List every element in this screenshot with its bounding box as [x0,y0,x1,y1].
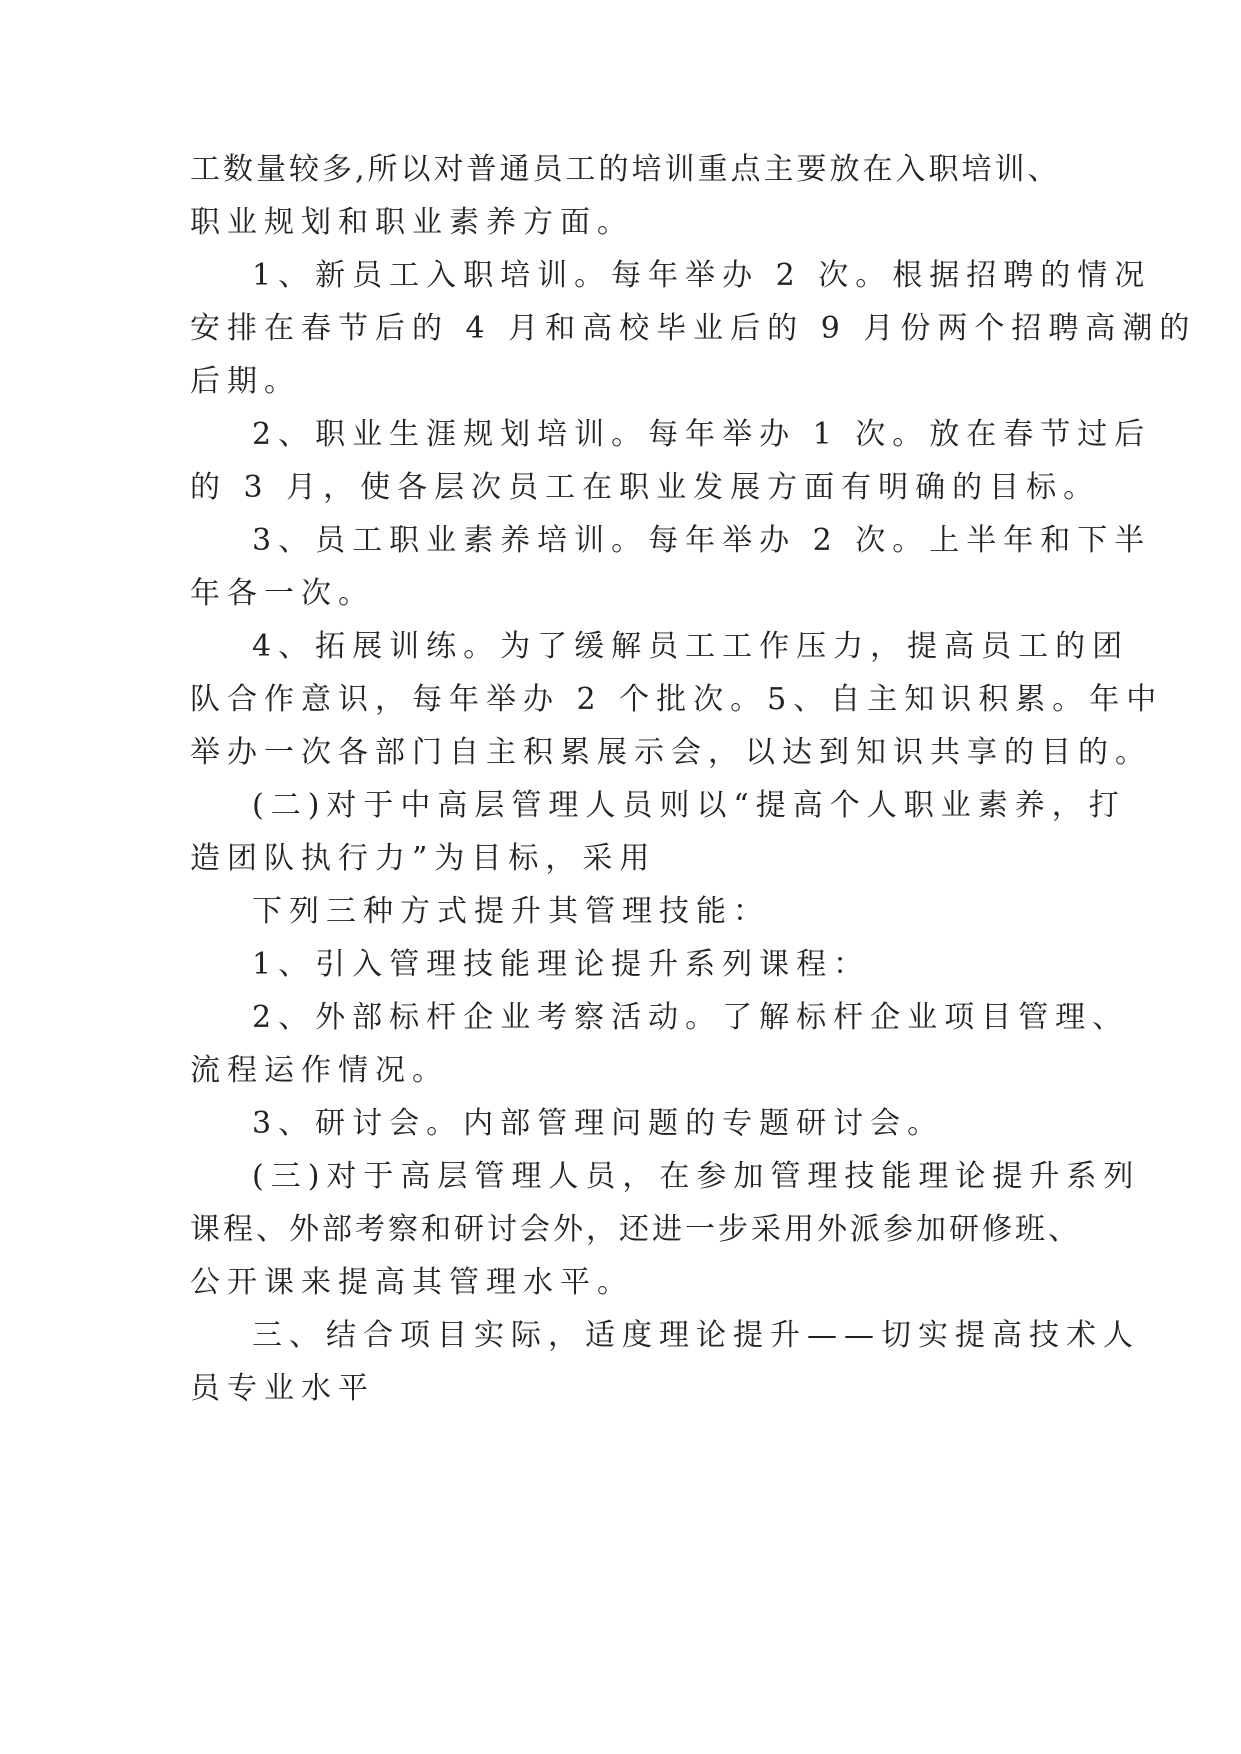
text-line: 2、外部标杆企业考察活动。了解标杆企业项目管理、 [252,1000,1130,1035]
text-line: 队合作意识，每年举办 2 个批次。5、自主知识积累。年中 [190,682,1164,717]
text-line: 工数量较多,所以对普通员工的培训重点主要放在入职培训、 [190,152,1061,187]
text-line: 安排在春节后的 4 月和高校毕业后的 9 月份两个招聘高潮的 [190,311,1197,346]
text-line: 员专业水平 [190,1371,375,1406]
text-line: (二)对于中高层管理人员则以“提高个人职业素养，打 [252,788,1126,823]
text-line: 举办一次各部门自主积累展示会，以达到知识共享的目的。 [190,735,1152,770]
text-line: 1、新员工入职培训。每年举办 2 次。根据招聘的情况 [252,258,1152,293]
text-line: 下列三种方式提升其管理技能： [252,894,770,929]
text-line: 2、职业生涯规划培训。每年举办 1 次。放在春节过后 [252,417,1152,452]
text-line: 的 3 月，使各层次员工在职业发展方面有明确的目标。 [190,470,1101,505]
text-line: 后期。 [190,364,301,399]
text-line: 4、拓展训练。为了缓解员工工作压力，提高员工的团 [252,629,1130,664]
text-line: 三、结合项目实际，适度理论提升——切实提高技术人 [252,1318,1140,1353]
text-line: 年各一次。 [190,576,375,611]
text-line: 造团队执行力”为目标，采用 [190,841,657,876]
text-line: (三)对于高层管理人员，在参加管理技能理论提升系列 [252,1159,1141,1194]
text-line: 课程、外部考察和研讨会外，还进一步采用外派参加研修班、 [190,1212,1081,1247]
text-line: 3、员工职业素养培训。每年举办 2 次。上半年和下半 [252,523,1152,558]
text-line: 3、研讨会。内部管理问题的专题研讨会。 [252,1106,945,1141]
text-line: 1、引入管理技能理论提升系列课程： [252,947,871,982]
text-line: 流程运作情况。 [190,1053,449,1088]
text-line: 职业规划和职业素养方面。 [190,205,634,240]
text-line: 公开课来提高其管理水平。 [190,1265,634,1300]
